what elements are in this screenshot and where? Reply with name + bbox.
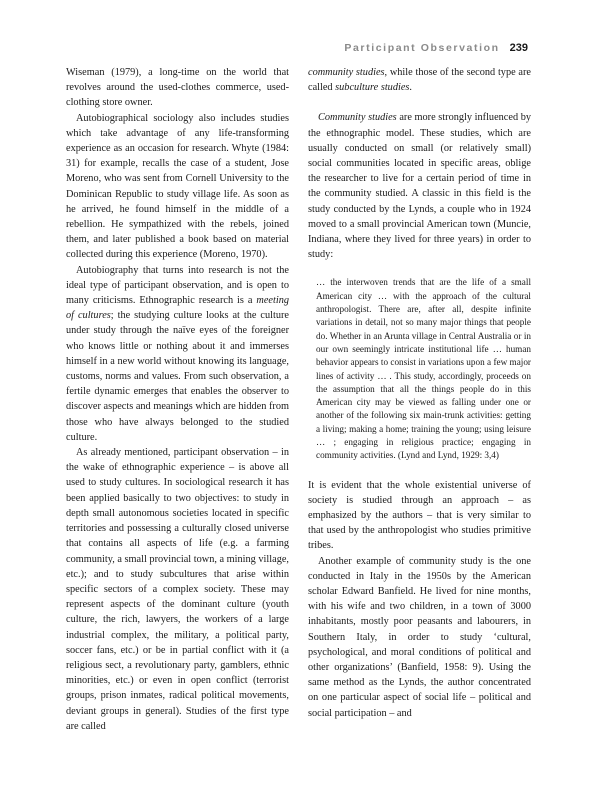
emphasis-text: community studies [308, 67, 385, 78]
paragraph-text: ; the studying culture looks at the culture under study through the naïve eyes of the foreigner who knows little or nothing about it and immerses himself in a new world without knowing its language, customs, norms and values. From such observation, a fertile dynamic emerges that enables the observer to discover aspects and meanings which are hidden from those who have always belonged to the studied culture. [66, 310, 290, 443]
paragraph: As already mentioned, participant observation – in the wake of ethnographic experience – is above all used to study cultures. In sociological research it has been applied basically to two objectives: to study in depth small autonomous societies located in specific territories and possessing a culturally closed universe that contains all aspects of life (e.g. a farming community, a small provincial town, a mining village, etc.); and to study subcultures that arise within specific sectors of a complex society. These may represent aspects of the dominant culture (youth culture, the rich, lawyers, the workers of a large industrial complex, the military, a political party, soccer fans, etc.) or be in partial conflict with it (a religious sect, a revolutionary party, gamblers, ethnic minorities, etc.) or even in open conflict (terrorist groups, prison inmates, radical political movements, deviant groups in general). Studies of the first type are called [66, 447, 289, 732]
paragraph: Another example of community study is the one conducted in Italy in the 1950s by the American scholar Edward Banfield. He lived for nine months, with his wife and two children, in a town of 3000 inhabitants, mostly poor peasants and labourers, in Southern Italy, in order to study ‘cultural, psychological, and moral conditions of political and other organizations’ (Banfield, 1958: 9). Using the same method as the Lynds, the author concentrated on one particular aspect of social life – political and social participation – and [308, 555, 531, 719]
paragraph: Autobiographical sociology also includes studies which take advantage of any life-transforming experience as an occasion for research. Whyte (1984: 31) for example, recalls the case of a student, Jose Moreno, who was sent from Cornell University to the Dominican Republic to study village life. As soon as he arrived, he found himself in the middle of a rebellion. He sympathized with the rebels, joined them, and later published a book based on material collected during this experience (Moreno, 1970). [66, 112, 289, 261]
paragraph [308, 110, 531, 262]
page-number: 239 [509, 42, 528, 54]
emphasis-text: Community studies [318, 112, 397, 124]
block-quote: … the interwoven trends that are the life of a small American city … with the approach of the cultural anthropologist. There are, after all, despite infinite variations in detail, not so many major things that people do. Whether in an Arunta village in Central Australia or in our own seemingly intricate institutional life … human behavior appears to consist in variations upon a few major lines of activity … . This study, accordingly, proceeds on the assumption that all the things people do in this American city may be viewed as falling under one or another of the following six main-trunk activities: getting a living; making a home; training the young; using leisure … ; engaging in religious practice; engaging in community activities. (Lynd and Lynd, 1929: 3,4) [316, 277, 531, 461]
paragraph-text: are more strongly influenced by the ethnographic model. These studies, which are usually conducted on small (or relatively small) social communities located in specific areas, oblige the researcher to live for a certain period of time in the community studied. A classic in this field is the study conducted by the Lynds, a couple who in 1924 moved to a small provincial American town (Muncie, Indiana, where they lived for three years) in order to study: [308, 112, 531, 261]
paragraph: Wiseman (1979), a long-time on the world that revolves around the used-clothes commerce, used-clothing store owner. [66, 67, 289, 109]
left-column [66, 65, 289, 734]
right-column [308, 65, 531, 721]
paragraph-text: . [409, 82, 412, 94]
running-title: Participant Observation [344, 42, 500, 54]
emphasis-text: meeting of cultures [66, 295, 289, 322]
paragraph-text: , while those of the second type are called [308, 67, 531, 94]
page-header [0, 38, 528, 56]
paragraph [308, 65, 531, 95]
paragraph-text: Autobiography that turns into research is not the ideal type of participant observation, and is open to many criticisms. Ethnographic research is a [66, 264, 289, 307]
emphasis-text: subculture studies [335, 82, 410, 94]
paragraph [66, 263, 289, 445]
paragraph: It is evident that the whole existential universe of society is studied through an approach – as emphasized by the authors – that is very similar to that used by the anthropologist who studies primitive tribes. [308, 479, 531, 552]
